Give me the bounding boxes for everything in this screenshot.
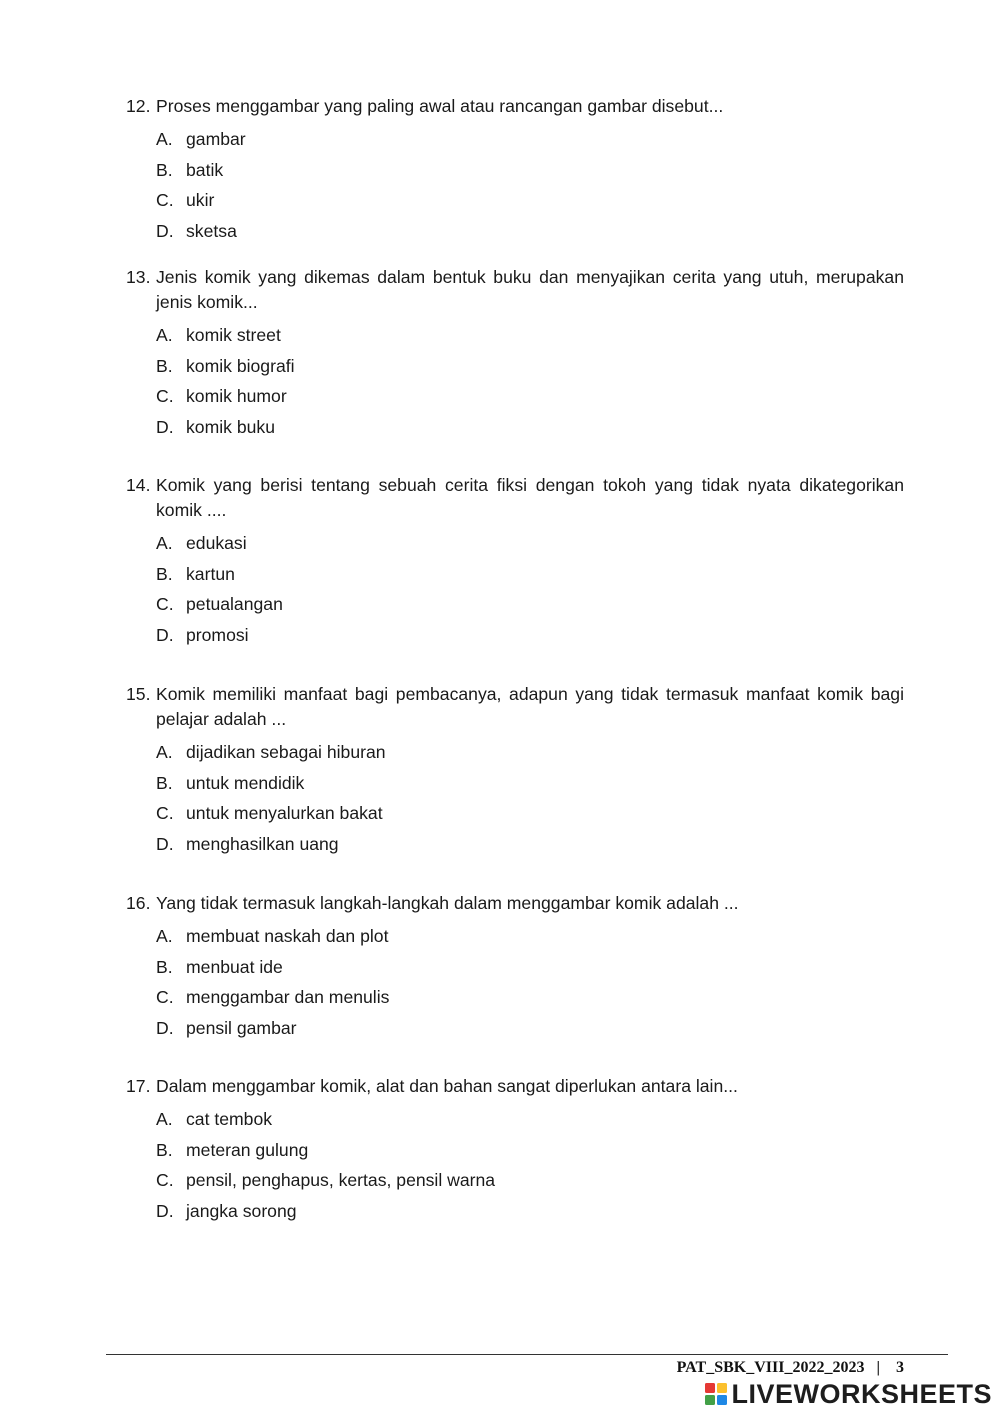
option-a[interactable] [156, 737, 904, 768]
option-letter: B. [156, 1139, 173, 1160]
option-list [156, 737, 904, 859]
option-letter: A. [156, 1109, 173, 1129]
footer-divider [106, 1354, 948, 1355]
option-text: jangka sorong [186, 1200, 297, 1221]
option-list [156, 921, 904, 1043]
question-number: 15. [126, 684, 151, 704]
option-letter: C. [156, 803, 174, 824]
option-letter: A. [156, 325, 173, 345]
option-b[interactable] [156, 952, 904, 983]
option-text: meteran gulung [186, 1139, 309, 1160]
option-b[interactable] [156, 351, 904, 382]
option-text: gambar [186, 129, 246, 149]
question-number: 14. [126, 475, 151, 495]
option-a[interactable] [156, 1104, 904, 1135]
option-d[interactable] [156, 216, 904, 247]
question-15 [126, 682, 904, 859]
question-number: 16. [126, 893, 151, 913]
option-text: menbuat ide [186, 956, 283, 977]
option-letter: B. [156, 563, 173, 584]
question-14 [126, 473, 904, 650]
option-a[interactable] [156, 320, 904, 351]
option-a[interactable] [156, 528, 904, 559]
option-text: untuk mendidik [186, 772, 305, 793]
option-letter: D. [156, 220, 174, 241]
question-text: Komik yang berisi tentang sebuah cerita fiksi dengan tokoh yang tidak nyata dikategorikan komik .... [156, 475, 904, 520]
option-d[interactable] [156, 1196, 904, 1227]
option-letter: C. [156, 1170, 174, 1191]
option-c[interactable] [156, 185, 904, 216]
question-text: Dalam menggambar komik, alat dan bahan sangat diperlukan antara lain... [156, 1076, 738, 1096]
option-a[interactable] [156, 921, 904, 952]
option-list [156, 124, 904, 246]
option-d[interactable] [156, 412, 904, 443]
option-letter: D. [156, 624, 174, 645]
liveworksheets-logo-icon [705, 1383, 727, 1405]
option-text: batik [186, 159, 224, 180]
question-12 [126, 94, 904, 246]
option-text: edukasi [186, 533, 247, 553]
question-stem [126, 473, 904, 523]
option-text: pensil, penghapus, kertas, pensil warna [186, 1170, 496, 1191]
option-list [156, 528, 904, 650]
question-text: Yang tidak termasuk langkah-langkah dalam menggambar komik adalah ... [156, 893, 739, 913]
question-stem [126, 682, 904, 732]
option-c[interactable] [156, 589, 904, 620]
question-text: Proses menggambar yang paling awal atau rancangan gambar disebut... [156, 96, 724, 116]
option-text: petualangan [186, 594, 283, 615]
option-b[interactable] [156, 1135, 904, 1166]
question-stem [126, 1074, 904, 1099]
option-c[interactable] [156, 1165, 904, 1196]
page-number: 3 [896, 1359, 904, 1376]
option-letter: D. [156, 1200, 174, 1221]
option-text: kartun [186, 563, 235, 584]
option-d[interactable] [156, 620, 904, 651]
question-number: 17. [126, 1076, 151, 1096]
option-text: dijadikan sebagai hiburan [186, 742, 386, 762]
option-letter: C. [156, 190, 174, 211]
question-stem [126, 891, 904, 916]
option-letter: B. [156, 956, 173, 977]
option-list [156, 1104, 904, 1226]
question-text: Jenis komik yang dikemas dalam bentuk buku dan menyajikan cerita yang utuh, merupakan jenis komik... [156, 267, 904, 312]
option-text: komik humor [186, 386, 287, 407]
option-letter: D. [156, 1017, 174, 1038]
option-b[interactable] [156, 155, 904, 186]
option-letter: B. [156, 159, 173, 180]
option-letter: B. [156, 355, 173, 376]
option-letter: D. [156, 416, 174, 437]
option-c[interactable] [156, 381, 904, 412]
liveworksheets-watermark[interactable] [705, 1378, 992, 1410]
option-list [156, 320, 904, 442]
option-b[interactable] [156, 768, 904, 799]
footer-separator: | [876, 1359, 880, 1376]
option-d[interactable] [156, 1013, 904, 1044]
option-c[interactable] [156, 982, 904, 1013]
option-text: menggambar dan menulis [186, 987, 390, 1008]
option-letter: A. [156, 742, 173, 762]
option-letter: A. [156, 129, 173, 149]
question-stem [126, 265, 904, 315]
option-letter: A. [156, 533, 173, 553]
option-text: untuk menyalurkan bakat [186, 803, 383, 824]
option-text: menghasilkan uang [186, 833, 339, 854]
option-b[interactable] [156, 559, 904, 590]
question-17 [126, 1074, 904, 1226]
question-text: Komik memiliki manfaat bagi pembacanya, adapun yang tidak termasuk manfaat komik bagi pelajar adalah ... [156, 684, 904, 729]
brand-name: LIVEWORKSHEETS [731, 1378, 992, 1409]
option-letter: C. [156, 987, 174, 1008]
option-letter: C. [156, 594, 174, 615]
question-stem [126, 94, 904, 119]
option-d[interactable] [156, 829, 904, 860]
option-text: sketsa [186, 220, 237, 241]
option-text: komik buku [186, 416, 275, 437]
question-16 [126, 891, 904, 1043]
option-text: komik street [186, 325, 281, 345]
option-text: ukir [186, 190, 215, 211]
option-c[interactable] [156, 798, 904, 829]
option-text: promosi [186, 624, 249, 645]
option-text: pensil gambar [186, 1017, 297, 1038]
option-letter: D. [156, 833, 174, 854]
document-code: PAT_SBK_VIII_2022_2023 [676, 1359, 865, 1376]
option-text: komik biografi [186, 355, 295, 376]
option-letter: C. [156, 386, 174, 407]
question-number: 13. [126, 267, 151, 287]
option-letter: A. [156, 926, 173, 946]
page-footer [677, 1359, 904, 1377]
option-letter: B. [156, 772, 173, 793]
option-a[interactable] [156, 124, 904, 155]
question-number: 12. [126, 96, 151, 116]
option-text: membuat naskah dan plot [186, 926, 389, 946]
option-text: cat tembok [186, 1109, 273, 1129]
question-13 [126, 265, 904, 442]
